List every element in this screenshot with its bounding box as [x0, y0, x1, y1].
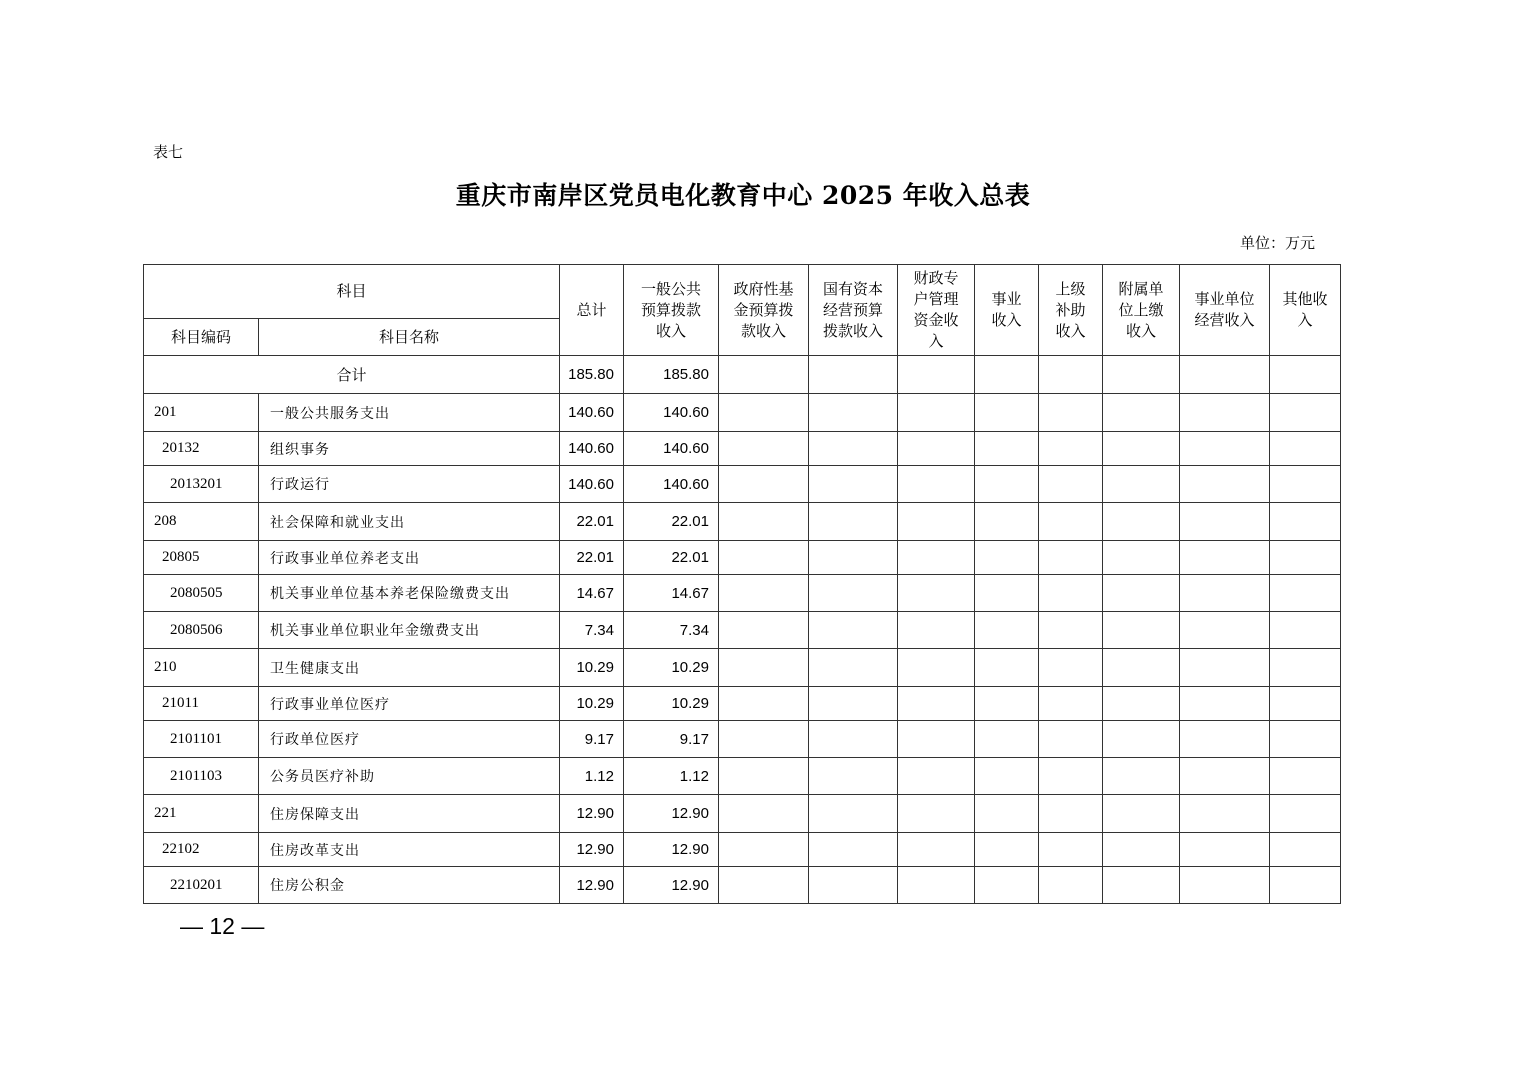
empty-cell	[1039, 649, 1103, 687]
page-title: 重庆市南岸区党员电化教育中心 2025 年收入总表	[455, 181, 1031, 210]
empty-cell	[1103, 795, 1180, 833]
row-general: 140.60	[624, 466, 719, 503]
empty-cell	[1039, 833, 1103, 867]
row-total: 10.29	[560, 687, 624, 721]
empty-cell	[898, 394, 975, 432]
income-table	[143, 264, 1341, 904]
empty-cell	[809, 466, 898, 503]
row-general: 12.90	[624, 795, 719, 833]
empty-cell	[898, 758, 975, 795]
header-col: 国有资本经营预算拨款收入	[809, 265, 898, 356]
empty-cell	[1180, 649, 1270, 687]
empty-cell	[1039, 687, 1103, 721]
empty-cell	[1180, 394, 1270, 432]
row-total: 14.67	[560, 575, 624, 612]
empty-cell	[1270, 795, 1341, 833]
empty-cell	[1180, 758, 1270, 795]
empty-cell	[1103, 833, 1180, 867]
empty-cell	[1270, 575, 1341, 612]
row-name: 一般公共服务支出	[259, 394, 560, 432]
empty-cell	[1270, 833, 1341, 867]
empty-cell	[975, 649, 1039, 687]
empty-cell	[719, 612, 809, 649]
empty-cell	[719, 466, 809, 503]
row-total: 7.34	[560, 612, 624, 649]
empty-cell	[1103, 503, 1180, 541]
empty-cell	[809, 649, 898, 687]
row-name: 住房公积金	[259, 867, 560, 904]
header-subject: 科目	[144, 265, 560, 319]
table-row	[144, 758, 1341, 795]
total-label: 合计	[144, 356, 560, 394]
empty-cell	[809, 394, 898, 432]
empty-cell	[898, 867, 975, 904]
empty-cell	[975, 687, 1039, 721]
empty-cell	[1270, 541, 1341, 575]
empty-cell	[1103, 649, 1180, 687]
empty-cell	[975, 758, 1039, 795]
row-code: 2101103	[144, 758, 259, 795]
empty-cell	[898, 721, 975, 758]
row-code: 2101101	[144, 721, 259, 758]
empty-cell	[898, 612, 975, 649]
empty-cell	[1270, 466, 1341, 503]
empty-cell	[1039, 394, 1103, 432]
row-total: 22.01	[560, 541, 624, 575]
header-col: 总计	[560, 265, 624, 356]
empty-cell	[1103, 466, 1180, 503]
row-general: 22.01	[624, 503, 719, 541]
table-row	[144, 833, 1341, 867]
empty-cell	[809, 795, 898, 833]
empty-cell	[1180, 833, 1270, 867]
empty-cell	[1039, 575, 1103, 612]
empty-cell	[975, 432, 1039, 466]
empty-cell	[1270, 432, 1341, 466]
row-name: 机关事业单位基本养老保险缴费支出	[259, 575, 560, 612]
row-total: 12.90	[560, 795, 624, 833]
table-row	[144, 867, 1341, 904]
row-name: 行政事业单位养老支出	[259, 541, 560, 575]
empty-cell	[1103, 432, 1180, 466]
empty-cell	[1039, 721, 1103, 758]
empty-cell	[975, 575, 1039, 612]
empty-cell	[1103, 612, 1180, 649]
empty-cell	[898, 575, 975, 612]
header-col: 政府性基金预算拨款收入	[719, 265, 809, 356]
general-value: 185.80	[624, 356, 719, 394]
table-row	[144, 649, 1341, 687]
empty-cell	[1180, 612, 1270, 649]
empty-cell	[1039, 541, 1103, 575]
empty-cell	[975, 503, 1039, 541]
empty-cell	[898, 649, 975, 687]
table-row	[144, 394, 1341, 432]
empty-cell	[809, 867, 898, 904]
total-value: 185.80	[560, 356, 624, 394]
empty-cell	[1039, 612, 1103, 649]
row-name: 住房保障支出	[259, 795, 560, 833]
empty-cell	[975, 867, 1039, 904]
row-name: 行政事业单位医疗	[259, 687, 560, 721]
header-col: 附属单位上缴收入	[1103, 265, 1180, 356]
row-general: 14.67	[624, 575, 719, 612]
row-total: 1.12	[560, 758, 624, 795]
row-name: 住房改革支出	[259, 833, 560, 867]
row-total: 9.17	[560, 721, 624, 758]
empty-cell	[1103, 575, 1180, 612]
empty-cell	[1180, 795, 1270, 833]
empty-cell	[1180, 867, 1270, 904]
row-general: 7.34	[624, 612, 719, 649]
row-code: 2080506	[144, 612, 259, 649]
table-row	[144, 503, 1341, 541]
empty-cell	[1180, 432, 1270, 466]
table-row	[144, 721, 1341, 758]
empty-cell	[809, 575, 898, 612]
empty-cell	[1270, 758, 1341, 795]
row-general: 140.60	[624, 394, 719, 432]
empty-cell	[975, 394, 1039, 432]
page-number: — 12 —	[180, 913, 265, 939]
empty-cell	[1270, 687, 1341, 721]
empty-cell	[719, 649, 809, 687]
empty-cell	[1180, 466, 1270, 503]
table-row	[144, 466, 1341, 503]
empty-cell	[809, 432, 898, 466]
row-total: 12.90	[560, 833, 624, 867]
unit-label: 单位：万元	[1240, 234, 1316, 252]
row-code: 20805	[144, 541, 259, 575]
empty-cell	[1103, 721, 1180, 758]
empty-cell	[898, 541, 975, 575]
row-total: 12.90	[560, 867, 624, 904]
empty-cell	[809, 833, 898, 867]
empty-cell	[719, 833, 809, 867]
empty-cell	[898, 432, 975, 466]
row-total: 140.60	[560, 394, 624, 432]
empty-cell	[719, 758, 809, 795]
empty-cell	[1270, 503, 1341, 541]
row-name: 行政单位医疗	[259, 721, 560, 758]
empty-cell	[975, 721, 1039, 758]
row-general: 22.01	[624, 541, 719, 575]
empty-cell	[1103, 541, 1180, 575]
empty-cell	[719, 721, 809, 758]
empty-cell	[1270, 649, 1341, 687]
header-col: 一般公共预算拨款收入	[624, 265, 719, 356]
empty-cell	[1039, 867, 1103, 904]
empty-cell	[719, 687, 809, 721]
row-general: 9.17	[624, 721, 719, 758]
row-total: 140.60	[560, 432, 624, 466]
row-code: 221	[144, 795, 259, 833]
row-code: 20132	[144, 432, 259, 466]
empty-cell	[809, 758, 898, 795]
empty-cell	[975, 612, 1039, 649]
header-col: 其他收入	[1270, 265, 1341, 356]
header-col: 上级补助收入	[1039, 265, 1103, 356]
empty-cell	[719, 394, 809, 432]
row-code: 201	[144, 394, 259, 432]
row-name: 社会保障和就业支出	[259, 503, 560, 541]
table-label: 表七	[153, 143, 184, 161]
empty-cell	[1103, 394, 1180, 432]
empty-cell	[719, 432, 809, 466]
row-general: 12.90	[624, 867, 719, 904]
empty-cell	[1270, 867, 1341, 904]
row-name: 行政运行	[259, 466, 560, 503]
empty-cell	[1039, 795, 1103, 833]
table-row	[144, 575, 1341, 612]
row-general: 1.12	[624, 758, 719, 795]
empty-cell	[1103, 758, 1180, 795]
header-col: 事业单位经营收入	[1180, 265, 1270, 356]
empty-cell	[1180, 721, 1270, 758]
row-code: 210	[144, 649, 259, 687]
row-general: 140.60	[624, 432, 719, 466]
table-row	[144, 795, 1341, 833]
row-name: 组织事务	[259, 432, 560, 466]
empty-cell	[975, 795, 1039, 833]
header-code: 科目编码	[144, 319, 259, 356]
empty-cell	[809, 687, 898, 721]
empty-cell	[1039, 503, 1103, 541]
empty-cell	[898, 503, 975, 541]
row-code: 208	[144, 503, 259, 541]
empty-cell	[809, 503, 898, 541]
row-code: 2080505	[144, 575, 259, 612]
row-code: 22102	[144, 833, 259, 867]
row-code: 21011	[144, 687, 259, 721]
empty-cell	[719, 867, 809, 904]
empty-cell	[898, 687, 975, 721]
empty-cell	[1103, 867, 1180, 904]
empty-cell	[1180, 575, 1270, 612]
empty-cell	[975, 833, 1039, 867]
empty-cell	[719, 541, 809, 575]
empty-cell	[1039, 758, 1103, 795]
empty-cell	[809, 612, 898, 649]
row-total: 22.01	[560, 503, 624, 541]
empty-cell	[1180, 503, 1270, 541]
row-total: 10.29	[560, 649, 624, 687]
header-name: 科目名称	[259, 319, 560, 356]
empty-cell	[975, 466, 1039, 503]
row-general: 10.29	[624, 649, 719, 687]
row-name: 机关事业单位职业年金缴费支出	[259, 612, 560, 649]
row-total: 140.60	[560, 466, 624, 503]
empty-cell	[719, 795, 809, 833]
table-row	[144, 541, 1341, 575]
header-col: 事业收入	[975, 265, 1039, 356]
empty-cell	[898, 795, 975, 833]
table-row	[144, 612, 1341, 649]
row-name: 公务员医疗补助	[259, 758, 560, 795]
empty-cell	[1180, 687, 1270, 721]
empty-cell	[1270, 394, 1341, 432]
empty-cell	[1180, 541, 1270, 575]
empty-cell	[719, 575, 809, 612]
header-col: 财政专户管理资金收入	[898, 265, 975, 356]
empty-cell	[809, 721, 898, 758]
empty-cell	[975, 541, 1039, 575]
table-row	[144, 432, 1341, 466]
empty-cell	[898, 833, 975, 867]
row-name: 卫生健康支出	[259, 649, 560, 687]
empty-cell	[898, 466, 975, 503]
total-row	[144, 356, 1341, 394]
empty-cell	[1039, 466, 1103, 503]
empty-cell	[809, 541, 898, 575]
empty-cell	[1270, 612, 1341, 649]
row-general: 12.90	[624, 833, 719, 867]
empty-cell	[1270, 721, 1341, 758]
row-code: 2013201	[144, 466, 259, 503]
table-row	[144, 687, 1341, 721]
row-code: 2210201	[144, 867, 259, 904]
empty-cell	[1039, 432, 1103, 466]
row-general: 10.29	[624, 687, 719, 721]
empty-cell	[1103, 687, 1180, 721]
empty-cell	[719, 503, 809, 541]
